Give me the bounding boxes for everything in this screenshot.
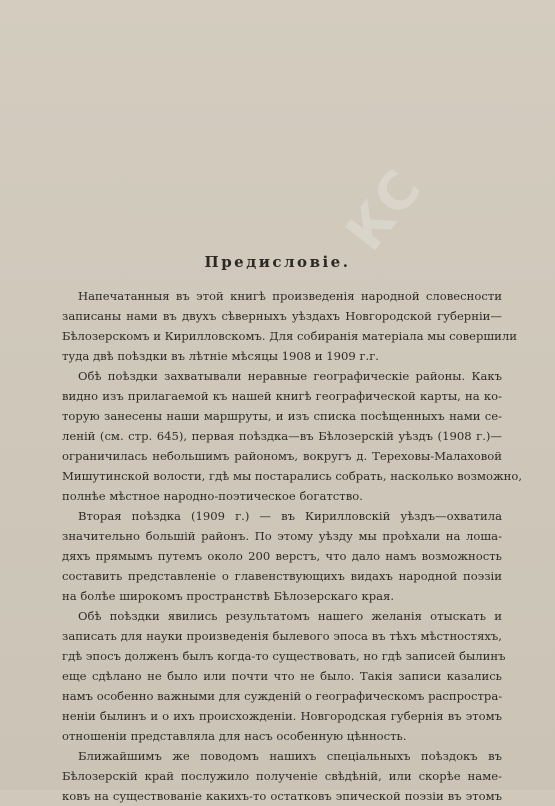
text-line: ковъ на существованіе какихъ-то остатковъ эпической поэзіи въ этомъ — [62, 789, 502, 803]
text-line: ограничилась небольшимъ райономъ, вокругъ д. Тереховы-Малаховой — [62, 449, 502, 463]
page-title: Предисловіе. — [204, 253, 351, 271]
text-line: Бѣлозерскій край послужило полученіе свѣдѣній, или скорѣе наме- — [62, 769, 502, 783]
text-line: дяхъ прямымъ путемъ около 200 верстъ, что дало намъ возможность — [62, 549, 502, 563]
text-line: намъ особенно важными для сужденій о географическомъ распростра- — [62, 689, 503, 703]
text-line: еще сдѣлано не было или почти что не было. Такія записи казались — [62, 669, 502, 683]
text-line: на болѣе широкомъ пространствѣ Бѣлозерскаго края. — [62, 589, 395, 603]
text-line: Обѣ поѣздки явились результатомъ нашего желанія отыскать и — [78, 609, 502, 623]
text-line: Обѣ поѣздки захватывали неравные географическіе районы. Какъ — [78, 369, 502, 383]
text-line: торую занесены наши маршруты, и изъ списка посѣщенныхъ нами се- — [62, 409, 502, 423]
text-line: Бѣлозерскомъ и Кирилловскомъ. Для собиранія матеріала мы совершили — [62, 329, 518, 343]
watermark: КС — [335, 158, 435, 262]
text-line: леній (см. стр. 645), первая поѣздка—въ Бѣлозерскій уѣздъ (1908 г.)— — [62, 429, 502, 443]
text-line: составить представленіе о главенствующихъ видахъ народной поэзіи — [62, 569, 502, 583]
text-line: Вторая поѣздка (1909 г.) — въ Кирилловскій уѣздъ—охватила — [78, 509, 502, 523]
text-line: полнѣе мѣстное народно-поэтическое богатство. — [62, 489, 363, 503]
text-line: значительно большій районъ. По этому уѣзду мы проѣхали на лоша- — [62, 529, 502, 543]
text-line: гдѣ эпосъ долженъ былъ когда-то существовать, но гдѣ записей былинъ — [62, 649, 506, 663]
text-line: неніи былинъ и о ихъ происхожденіи. Новгородская губернія въ этомъ — [62, 709, 502, 723]
text-line: туда двѣ поѣздки въ лѣтніе мѣсяцы 1908 и 1909 г.г. — [62, 349, 379, 363]
text-line: записаны нами въ двухъ сѣверныхъ уѣздахъ Новгородской губерніи— — [62, 309, 502, 323]
text-line: записать для науки произведенія былевого эпоса въ тѣхъ мѣстностяхъ, — [62, 629, 502, 643]
text-line: Ближайшимъ же поводомъ нашихъ спеціальныхъ поѣздокъ въ — [78, 749, 502, 763]
text-line: Мишутинской волости, гдѣ мы постарались собрать, насколько возможно, — [62, 469, 523, 483]
text-line: видно изъ прилагаемой къ нашей книгѣ географической карты, на ко- — [62, 389, 502, 403]
text-line: Напечатанныя въ этой книгѣ произведенія народной словесности — [78, 289, 502, 303]
text-line: отношеніи представляла для насъ особенную цѣнность. — [62, 729, 407, 743]
